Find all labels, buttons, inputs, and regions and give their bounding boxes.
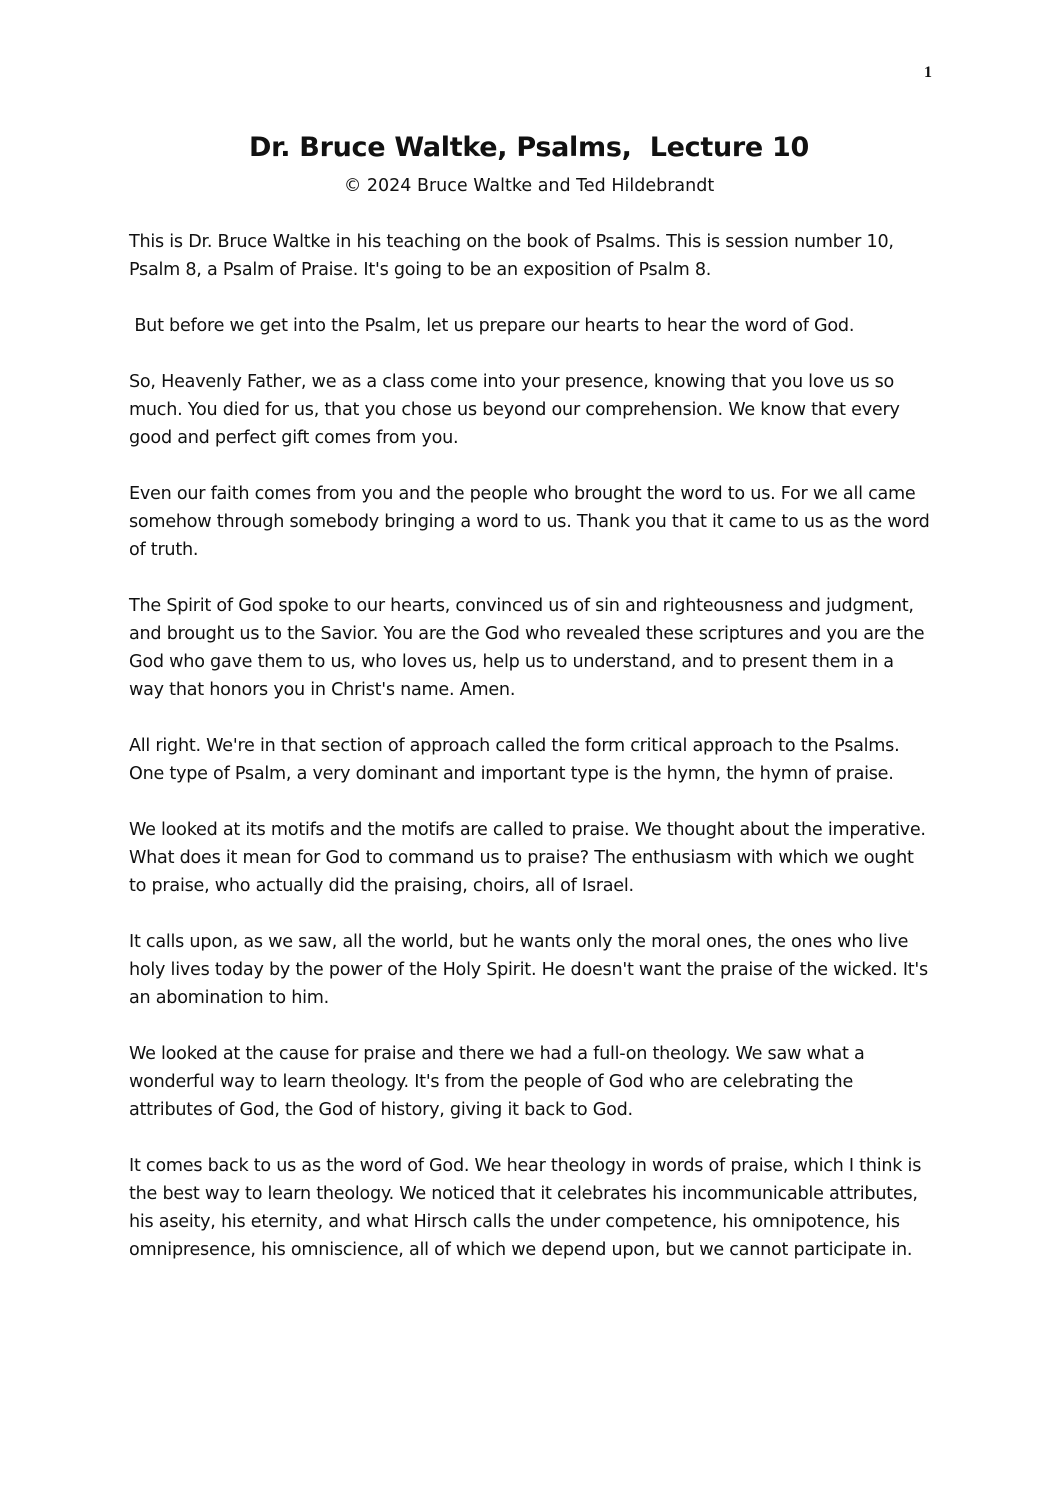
paragraph: So, Heavenly Father, we as a class come into your presence, knowing that you love us so much. You died for us, that you chose us beyond our comprehension. We know that every good and perfect gift comes from you.	[129, 372, 905, 448]
copyright-line: © 2024 Bruce Waltke and Ted Hildebrandt	[343, 176, 715, 196]
page-title: Dr. Bruce Waltke, Psalms, Lecture 10	[248, 132, 810, 163]
paragraph: It calls upon, as we saw, all the world, but he wants only the moral ones, the ones who live holy lives today by the power of the Holy Spirit. He doesn't want the praise of the wicked. It's an abomination to him.	[129, 932, 934, 1008]
lecture-body	[129, 228, 935, 1292]
paragraph: It comes back to us as the word of God. We hear theology in words of praise, which I think is the best way to learn theology. We noticed that it celebrates his incommunicable attributes, his aseity, his eternity, and what Hirsch calls the under competence, his omnipotence, his omnipresence, his omniscience, all of which we depend upon, but we cannot participate in.	[129, 1156, 927, 1260]
paragraph: This is Dr. Bruce Waltke in his teaching on the book of Psalms. This is session number 10, Psalm 8, a Psalm of Praise. It's going to be an exposition of Psalm 8.	[129, 232, 900, 280]
paragraph: We looked at the cause for praise and there we had a full-on theology. We saw what a wonderful way to learn theology. It's from the people of God who are celebrating the attributes of God, the God of history, giving it back to God.	[129, 1044, 870, 1120]
page-number: 1	[924, 64, 932, 81]
paragraph: The Spirit of God spoke to our hearts, convinced us of sin and righteousness and judgment, and brought us to the Savior. You are the God who revealed these scriptures and you are the God who gave them to us, who loves us, help us to understand, and to present them in a way that honors you in Christ's name. Amen.	[129, 596, 930, 700]
paragraph: We looked at its motifs and the motifs are called to praise. We thought about the imperative. What does it mean for God to command us to praise? The enthusiasm with which we ought to praise, who actually did the praising, choirs, all of Israel.	[129, 820, 932, 896]
paragraph: But before we get into the Psalm, let us prepare our hearts to hear the word of God.	[129, 316, 855, 336]
paragraph: All right. We're in that section of approach called the form critical approach to the Psalms. One type of Psalm, a very dominant and important type is the hymn, the hymn of praise.	[129, 736, 905, 784]
paragraph: Even our faith comes from you and the people who brought the word to us. For we all came somehow through somebody bringing a word to us. Thank you that it came to us as the word of truth.	[129, 484, 935, 560]
